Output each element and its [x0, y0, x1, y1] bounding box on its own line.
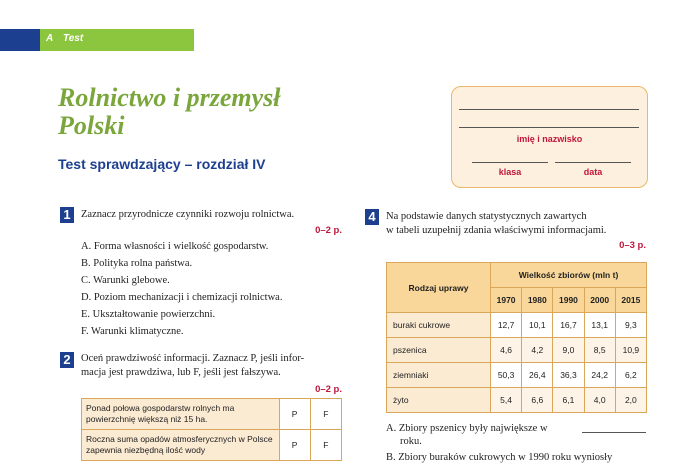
statement-1-true[interactable]: P	[279, 399, 310, 430]
table-cell: 5,4	[491, 388, 522, 413]
crop-name: ziemniaki	[387, 363, 491, 388]
year-header: 2000	[584, 288, 615, 313]
table-cell: 8,5	[584, 338, 615, 363]
harvest-table	[386, 262, 647, 413]
statement-2-true[interactable]: P	[279, 430, 310, 461]
class-label: klasa	[498, 167, 522, 177]
harvest-group-header: Wielkość zbiorów (mln t)	[491, 263, 647, 288]
sentence-a-end: roku.	[400, 436, 422, 447]
table-row	[387, 363, 647, 388]
page-title	[58, 84, 388, 140]
option-f[interactable]: F. Warunki klimatyczne.	[81, 326, 184, 337]
crop-column-header: Rodzaj uprawy	[387, 263, 491, 313]
question-4-text-line2: w tabeli uzupełnij zdania właściwymi informacjami.	[386, 225, 607, 236]
option-a[interactable]: A. Forma własności i wielkość gospodarstw.	[81, 241, 269, 252]
question-2-text-line2: macja jest prawdziwa, lub F, jeśli jest fałszywa.	[81, 367, 281, 378]
table-cell: 13,1	[584, 313, 615, 338]
option-c[interactable]: C. Warunki glebowe.	[81, 275, 170, 286]
table-row	[82, 399, 342, 430]
table-header-row	[387, 263, 647, 288]
statement-2: Roczna suma opadów atmosferycznych w Polsce zapewnia niezbędną ilość wody	[82, 430, 280, 461]
table-cell: 9,3	[615, 313, 646, 338]
table-row	[387, 313, 647, 338]
statement-1: Ponad połowa gospodarstw rolnych ma powierzchnię większą niż 15 ha.	[82, 399, 280, 430]
section-letter: A	[46, 33, 54, 44]
table-cell: 2,0	[615, 388, 646, 413]
table-cell: 6,1	[553, 388, 584, 413]
table-cell: 26,4	[522, 363, 553, 388]
crop-name: pszenica	[387, 338, 491, 363]
student-info-box	[451, 86, 648, 188]
question-4-number: 4	[365, 209, 379, 225]
option-d[interactable]: D. Poziom mechanizacji i chemizacji rolnictwa.	[81, 292, 283, 303]
page-title-line2: Polski	[58, 111, 125, 140]
sentence-a-blank[interactable]	[582, 432, 646, 433]
table-cell: 4,0	[584, 388, 615, 413]
name-line-1[interactable]	[459, 109, 639, 110]
table-cell: 9,0	[553, 338, 584, 363]
table-row	[387, 388, 647, 413]
name-line-2[interactable]	[459, 127, 639, 128]
question-1-text: Zaznacz przyrodnicze czynniki rozwoju rolnictwa.	[81, 209, 295, 220]
statement-1-false[interactable]: F	[310, 399, 341, 430]
name-label: imię i nazwisko	[516, 134, 583, 144]
header-band-blue	[0, 29, 40, 51]
table-cell: 36,3	[553, 363, 584, 388]
table-cell: 4,6	[491, 338, 522, 363]
question-4-text-line1: Na podstawie danych statystycznych zawartych	[386, 211, 587, 222]
option-e[interactable]: E. Ukształtowanie powierzchni.	[81, 309, 216, 320]
year-header: 1970	[491, 288, 522, 313]
question-2-text-line1: Oceń prawdziwość informacji. Zaznacz P, jeśli infor-	[81, 353, 305, 364]
question-1-number: 1	[60, 207, 74, 223]
section-label: Test	[63, 33, 84, 44]
true-false-table	[81, 398, 342, 461]
year-header: 1980	[522, 288, 553, 313]
table-cell: 6,2	[615, 363, 646, 388]
year-header: 2015	[615, 288, 646, 313]
option-b[interactable]: B. Polityka rolna państwa.	[81, 258, 193, 269]
class-line[interactable]	[472, 162, 548, 163]
sentence-b: B. Zbiory buraków cukrowych w 1990 roku wyniosły	[386, 452, 613, 463]
table-cell: 4,2	[522, 338, 553, 363]
table-row	[82, 430, 342, 461]
page-subtitle: Test sprawdzający – rozdział IV	[58, 156, 266, 172]
question-1-points: 0–2 p.	[315, 225, 342, 236]
table-cell: 6,6	[522, 388, 553, 413]
table-cell: 12,7	[491, 313, 522, 338]
table-cell: 24,2	[584, 363, 615, 388]
date-line[interactable]	[555, 162, 631, 163]
page-title-line1: Rolnictwo i przemysł	[58, 83, 281, 112]
year-header: 1990	[553, 288, 584, 313]
sentence-a: A. Zbiory pszenicy były największe w	[386, 423, 548, 434]
table-row	[387, 338, 647, 363]
question-4-text	[386, 210, 648, 238]
question-4-points: 0–3 p.	[619, 240, 646, 251]
crop-name: żyto	[387, 388, 491, 413]
table-cell: 10,9	[615, 338, 646, 363]
crop-name: buraki cukrowe	[387, 313, 491, 338]
question-2-points: 0–2 p.	[315, 384, 342, 395]
table-cell: 10,1	[522, 313, 553, 338]
statement-2-false[interactable]: F	[310, 430, 341, 461]
table-cell: 16,7	[553, 313, 584, 338]
date-label: data	[583, 167, 603, 177]
question-2-number: 2	[60, 352, 74, 368]
question-2-text	[81, 352, 343, 380]
question-1-options	[81, 241, 343, 343]
table-cell: 50,3	[491, 363, 522, 388]
